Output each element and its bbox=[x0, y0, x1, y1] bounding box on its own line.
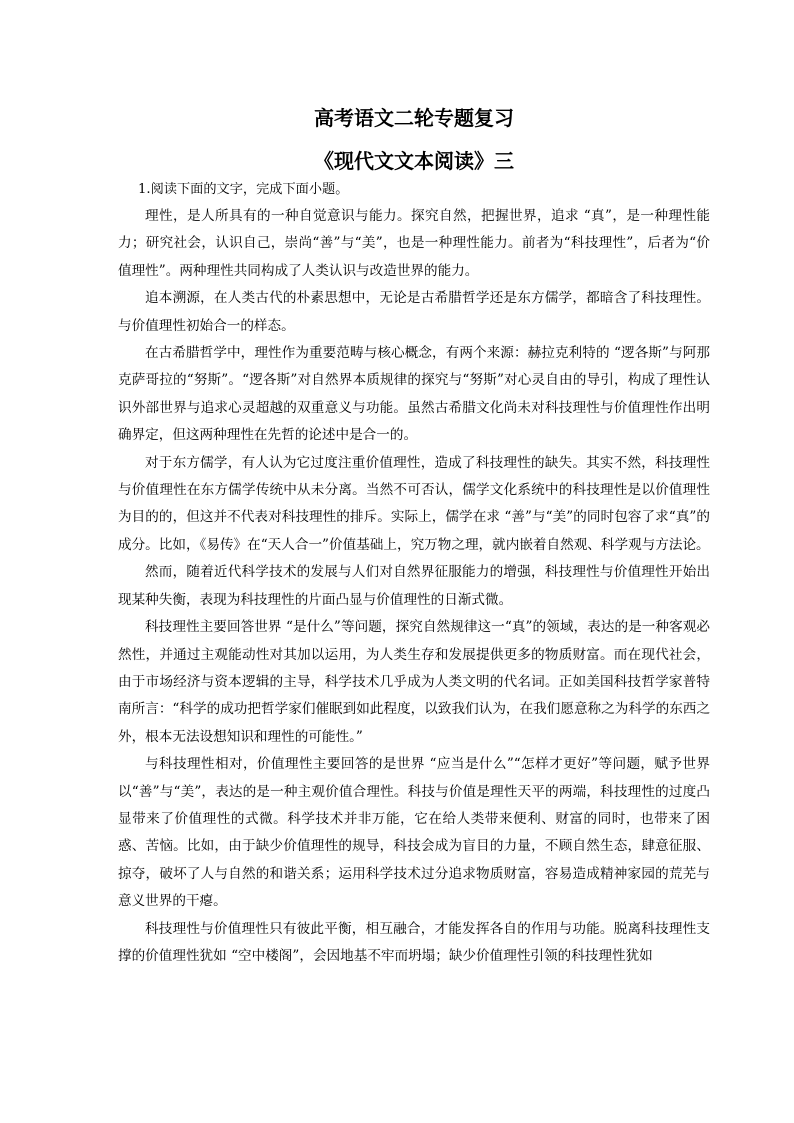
paragraph-2: 追本溯源，在人类古代的朴素思想中，无论是古希腊哲学还是东方儒学，都暗含了科技理性。与价值理性初始合一的样态。 bbox=[118, 290, 710, 334]
paragraph-4: 对于东方儒学，有人认为它过度注重价值理性，造成了科技理性的缺失。其实不然，科技理性与价值理性在东方儒学传统中从未分离。当然不可否认，儒学文化系统中的科技理性是以价值理性为目的的，但这并不代表对科技理性的排斥。实际上，儒学在求 “善”与“美”的同时包容了求“真”的成分。比如，《易传》在“天人合一”价值基础上，究万物之理，就内嵌着自然观、科学观与方法论。 bbox=[118, 454, 710, 553]
passage-body bbox=[118, 203, 710, 970]
paragraph-1: 理性，是人所具有的一种自觉意识与能力。探究自然，把握世界，追求 “真”，是一种理性能力；研究社会，认识自己，崇尚“善”与“美”，也是一种理性能力。前者为“科技理性”，后者为“价值理性”。两种理性共同构成了人类认识与改造世界的能力。 bbox=[118, 208, 710, 279]
question-prompt: 1.阅读下面的文字，完成下面小题。 bbox=[138, 182, 349, 197]
document-title: 高考语文二轮专题复习 bbox=[314, 106, 514, 130]
paragraph-8: 科技理性与价值理性只有彼此平衡，相互融合，才能发挥各自的作用与功能。脱离科技理性支撑的价值理性犹如 “空中楼阁”，会因地基不牢而坍塌；缺少价值理性引领的科技理性犹如 bbox=[118, 920, 710, 964]
paragraph-7: 与科技理性相对，价值理性主要回答的是世界 “应当是什么”“怎样才更好”等问题，赋予世界以“善”与“美”，表达的是一种主观价值合理性。科技与价值是理性天平的两端，科技理性的过度凸显带来了价值理性的式微。科学技术并非万能，它在给人类带来便利、财富的同时，也带来了困惑、苦恼。比如，由于缺少价值理性的规导，科技会成为盲目的力量，不顾自然生态，肆意征服、掠夺，破坏了人与自然的和谐关系；运用科学技术过分追求物质财富，容易造成精神家园的荒芜与意义世界的干瘪。 bbox=[118, 756, 710, 910]
paragraph-6: 科技理性主要回答世界 “是什么”等问题，探究自然规律这一“真”的领域，表达的是一种客观必然性，并通过主观能动性对其加以运用，为人类生存和发展提供更多的物质财富。而在现代社会，由于市场经济与资本逻辑的主导，科学技术几乎成为人类文明的代名词。正如美国科技哲学家普特南所言：“科学的成功把哲学家们催眠到如此程度，以致我们认为，在我们愿意称之为科学的东西之外，根本无法设想知识和理性的可能性。” bbox=[118, 619, 710, 745]
document-page bbox=[118, 100, 710, 970]
paragraph-3: 在古希腊哲学中，理性作为重要范畴与核心概念，有两个来源：赫拉克利特的 “逻各斯”与阿那克萨哥拉的“努斯”。“逻各斯”对自然界本质规律的探究与“努斯”对心灵自由的导引，构成了理性认识外部世界与追求心灵超越的双重意义与功能。虽然古希腊文化尚未对科技理性与价值理性作出明确界定，但这两种理性在先哲的论述中是合一的。 bbox=[118, 345, 710, 444]
document-subtitle: 《现代文文本阅读》三 bbox=[314, 149, 514, 173]
paragraph-5: 然而，随着近代科学技术的发展与人们对自然界征服能力的增强，科技理性与价值理性开始出现某种失衡，表现为科技理性的片面凸显与价值理性的日渐式微。 bbox=[118, 564, 710, 608]
